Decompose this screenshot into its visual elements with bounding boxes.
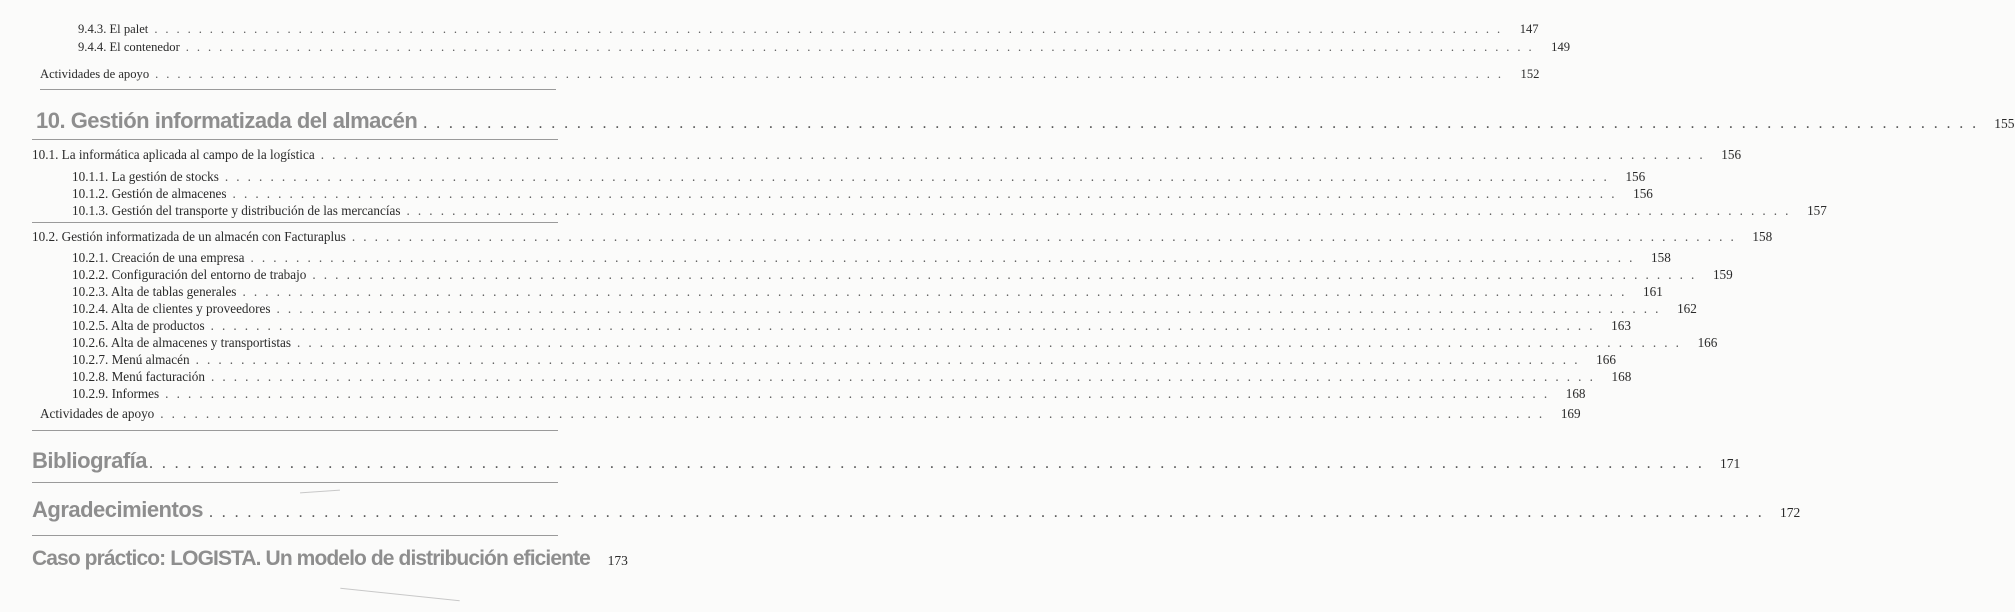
toc-entry bbox=[72, 284, 1663, 300]
leader-dots bbox=[186, 40, 1534, 55]
toc-entry bbox=[72, 352, 1616, 368]
chapter-heading-row bbox=[32, 448, 1741, 474]
leader-dots bbox=[209, 504, 1764, 522]
toc-entry bbox=[72, 386, 1586, 402]
toc-entry-label: 10.2.2. Configuración del entorno de trabajo bbox=[72, 267, 307, 282]
toc-entry-page: 173 bbox=[607, 553, 628, 568]
toc-entry bbox=[72, 369, 1632, 385]
leader-dots bbox=[155, 67, 1503, 82]
toc-entry-label: Actividades de apoyo bbox=[40, 67, 150, 81]
toc-entry-page: 163 bbox=[1611, 318, 1631, 333]
toc-entry-page: 159 bbox=[1712, 267, 1733, 282]
toc-entry-label: 10.2.5. Alta de productos bbox=[72, 318, 205, 333]
leader-dots bbox=[149, 455, 1704, 473]
toc-entry bbox=[78, 40, 1571, 55]
leader-dots bbox=[312, 267, 1696, 283]
toc-entry-page: 168 bbox=[1565, 386, 1586, 401]
toc-entry-label: 9.4.4. El contenedor bbox=[78, 40, 180, 54]
divider bbox=[32, 535, 558, 536]
toc-entry-page: 171 bbox=[1719, 456, 1741, 471]
toc-entry-page: 168 bbox=[1611, 369, 1632, 384]
scan-speck bbox=[340, 588, 459, 602]
toc-entry-label: 10.1.3. Gestión del transporte y distribución de las mercancías bbox=[72, 203, 401, 218]
toc-entry-page: 161 bbox=[1643, 284, 1663, 299]
toc-entry bbox=[72, 267, 1733, 283]
toc-entry-label: Actividades de apoyo bbox=[40, 406, 155, 421]
toc-entry bbox=[72, 335, 1718, 351]
toc-entry-label: 10.2.9. Informes bbox=[72, 386, 160, 401]
chapter-heading-row bbox=[36, 108, 2015, 134]
chapter-heading: Bibliografía bbox=[32, 448, 148, 473]
leader-dots bbox=[242, 284, 1626, 300]
leader-dots bbox=[196, 352, 1580, 368]
divider bbox=[32, 482, 558, 483]
toc-entry bbox=[32, 229, 1773, 245]
divider bbox=[32, 139, 558, 140]
chapter-heading-row bbox=[32, 497, 1801, 523]
toc-entry-label: 10.2.4. Alta de clientes y proveedores bbox=[72, 301, 271, 316]
toc-entry-page: 156 bbox=[1625, 169, 1646, 184]
chapter-heading-row bbox=[32, 547, 628, 571]
scan-speck bbox=[300, 490, 340, 494]
toc-entry-label: 10.2.8. Menú facturación bbox=[72, 369, 205, 384]
toc-entry-page: 169 bbox=[1560, 406, 1581, 421]
leader-dots bbox=[250, 250, 1634, 266]
leader-dots bbox=[423, 115, 1978, 133]
chapter-heading: Agradecimientos bbox=[32, 497, 203, 522]
toc-entry bbox=[40, 406, 1581, 422]
chapter-heading: 10. Gestión informatizada del almacén bbox=[36, 108, 418, 133]
toc-entry-page: 162 bbox=[1677, 301, 1697, 316]
toc-entry bbox=[72, 318, 1631, 334]
toc-entry-page: 172 bbox=[1779, 505, 1801, 520]
leader-dots bbox=[225, 169, 1609, 185]
toc-entry bbox=[78, 22, 1539, 37]
toc-entry bbox=[72, 250, 1671, 266]
toc-entry-page: 152 bbox=[1520, 67, 1540, 81]
toc-entry-page: 157 bbox=[1807, 203, 1827, 218]
toc-entry bbox=[72, 169, 1646, 185]
leader-dots bbox=[160, 406, 1544, 422]
leader-dots bbox=[321, 147, 1705, 163]
toc-entry bbox=[32, 147, 1742, 163]
toc-entry bbox=[72, 301, 1697, 317]
leader-dots bbox=[297, 335, 1681, 351]
toc-entry-label: 10.2. Gestión informatizada de un almacén con Facturaplus bbox=[32, 229, 346, 244]
leader-dots bbox=[154, 22, 1502, 37]
leader-dots bbox=[165, 386, 1549, 402]
toc-entry-label: 10.2.1. Creación de una empresa bbox=[72, 250, 245, 265]
toc-entry-label: 10.1.1. La gestión de stocks bbox=[72, 169, 219, 184]
toc-entry-page: 156 bbox=[1633, 186, 1653, 201]
toc-entry-page: 158 bbox=[1651, 250, 1671, 265]
toc-entry-label: 10.2.6. Alta de almacenes y transportistas bbox=[72, 335, 292, 350]
toc-entry-page: 147 bbox=[1519, 22, 1539, 36]
toc-entry-label: 10.2.3. Alta de tablas generales bbox=[72, 284, 237, 299]
toc-entry-page: 155 bbox=[1994, 116, 2015, 131]
toc-entry bbox=[40, 67, 1540, 82]
leader-dots bbox=[211, 318, 1595, 334]
toc-entry-page: 156 bbox=[1721, 147, 1742, 162]
leader-dots bbox=[352, 229, 1736, 245]
toc-entry-label: 10.2.7. Menú almacén bbox=[72, 352, 190, 367]
divider bbox=[32, 430, 558, 431]
toc-entry bbox=[72, 203, 1827, 219]
toc-entry-page: 166 bbox=[1697, 335, 1718, 350]
divider bbox=[40, 89, 556, 90]
leader-dots bbox=[211, 369, 1595, 385]
leader-dots bbox=[277, 301, 1661, 317]
leader-dots bbox=[233, 186, 1617, 202]
toc-entry-label: 10.1. La informática aplicada al campo de la logística bbox=[32, 147, 315, 162]
toc-entry-page: 166 bbox=[1596, 352, 1616, 367]
toc-entry-page: 158 bbox=[1752, 229, 1773, 244]
toc-entry-label: 10.1.2. Gestión de almacenes bbox=[72, 186, 227, 201]
toc-entry-page: 149 bbox=[1551, 40, 1571, 54]
toc-entry-label: 9.4.3. El palet bbox=[78, 22, 149, 36]
leader-dots bbox=[407, 203, 1791, 219]
toc-entry bbox=[72, 186, 1653, 202]
chapter-heading: Caso práctico: LOGISTA. Un modelo de distribución eficiente bbox=[32, 547, 590, 570]
divider bbox=[32, 222, 558, 223]
